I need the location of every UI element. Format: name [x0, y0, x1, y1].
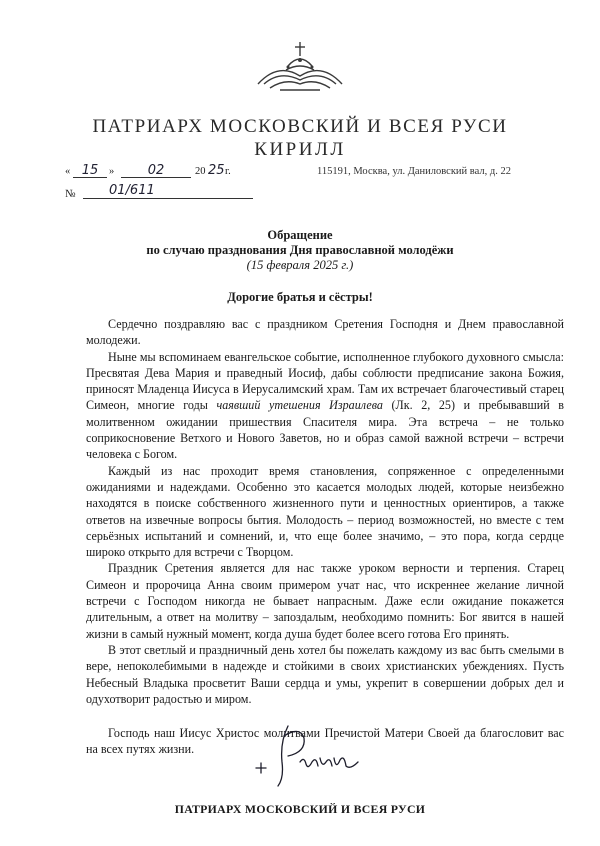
- org-title-line-2: КИРИЛЛ: [254, 139, 346, 160]
- patriarchal-crest-icon: [250, 40, 350, 92]
- date-day: 15: [73, 163, 107, 178]
- date-close-quote: »: [109, 166, 115, 177]
- greeting: Дорогие братья и сёстры!: [227, 290, 373, 304]
- paragraph-6: Господь наш Иисус Христос молитвами Пречистой Матери Своей да благословит вас на всех путях жизни.: [86, 726, 564, 757]
- document-title: Обращение: [267, 228, 333, 242]
- handwritten-signature-icon: [254, 722, 364, 790]
- number-label: №: [65, 188, 76, 200]
- letter-body: [86, 316, 564, 758]
- date-year-suffix: 25: [208, 163, 225, 178]
- org-title-line-1: ПАТРИАРХ МОСКОВСКИЙ И ВСЕЯ РУСИ: [92, 116, 508, 137]
- paragraph-1: Сердечно поздравляю вас с праздником Сретения Господня и Днем православной молодежи.: [86, 317, 564, 348]
- document-subtitle: по случаю празднования Дня православной молодёжи: [146, 243, 454, 257]
- address: 115191, Москва, ул. Даниловский вал, д. 22: [317, 166, 511, 177]
- paragraph-4: Праздник Сретения является для нас также уроком верности и терпения. Старец Симеон и пророчица Анна своим примером учат нас, что искреннее желание личной встречи с Господом никогда не бывает напрасным. Даже если ожидание покажется длительным, а ответ на молитву – запоздалым, необходимо помнить: Бог явится в нашей жизни в самый нужный момент, когда душа будет более всего готова Его принять.: [86, 561, 564, 641]
- signature-name: ПАТРИАРХ МОСКОВСКИЙ И ВСЕЯ РУСИ: [174, 802, 426, 816]
- document-number: 01/611: [83, 183, 253, 199]
- document-date: (15 февраля 2025 г.): [246, 258, 354, 272]
- date-month: 02: [121, 163, 191, 178]
- paragraph-5: В этот светлый и праздничный день хотел бы пожелать каждому из вас быть смелыми в вере, непоколебимыми в надежде и стойкими в своих христианских убеждениях. Пусть Небесный Владыка просветит Ваши сердца и умы, укрепит в совершении добрых дел и одухотворит радостью и миром.: [86, 642, 564, 706]
- paragraph-2-quote: чаявший утешения Израилева: [216, 398, 383, 413]
- paragraph-2-text-b: (Лк. 2, 25) и пребывавший в молитвенном ожидании пришествия Спасителя мира. Эта встреча – не только соприкосновение Ветхого и Нового Заветов, но и образ самой важной встречи – встречи человека с Богом.: [86, 398, 564, 462]
- paragraph-2: [86, 349, 564, 463]
- date-year-prefix: 20: [195, 166, 206, 177]
- paragraph-2-text-a: Ныне мы вспоминаем евангельское событие, исполненное глубокого духовного смысла: Пресвятая Дева Мария и праведный Иосиф, дабы соблюсти предписание закона Божия, приносят Младенца Иисуса в Иерусалимский храм. Там их встречает благочестивый старец Симеон, многие годы: [86, 349, 564, 413]
- date-year-unit: г.: [225, 166, 231, 177]
- document-number-line: [65, 183, 155, 200]
- date-open-quote: «: [65, 166, 71, 177]
- paragraph-3: Каждый из нас проходит время становления, сопряженное с определенными ожиданиями и надеждами. Особенно это касается молодых людей, которые неизбежно находятся в поиске собственного жизненного пути и ценностных ориентиров, а также ответов на извечные вопросы бытия. Молодость – период возможностей, но вместе с тем серьёзных испытаний и сомнений, и, что еще более значимо, – это пора, когда сердце широко открыто для встречи с Творцом.: [86, 463, 564, 560]
